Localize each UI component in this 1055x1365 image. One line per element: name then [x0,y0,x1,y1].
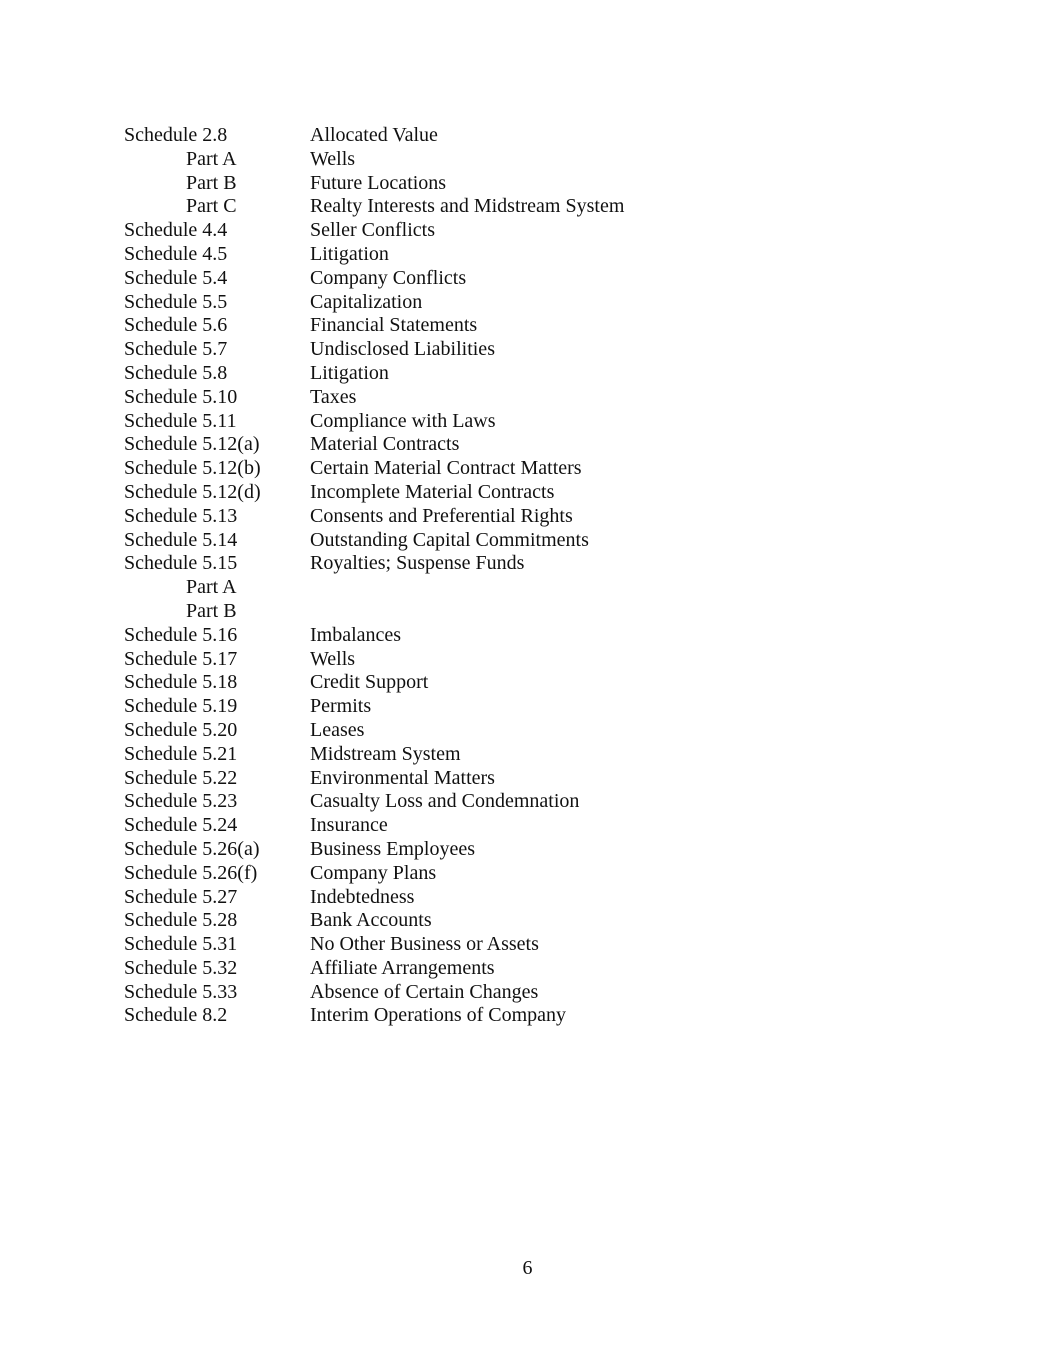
schedule-title: Compliance with Laws [310,409,496,432]
schedule-row [124,695,824,719]
schedule-number: Part A [186,147,237,170]
schedule-number: Schedule 5.28 [124,909,238,932]
schedule-title: Business Employees [310,837,475,860]
schedule-number: Part A [186,576,237,599]
schedule-number: Schedule 5.20 [124,718,238,741]
schedule-title [310,576,824,600]
schedule-number: Schedule 5.21 [124,742,238,765]
schedule-title: Bank Accounts [310,909,432,932]
schedule-row [124,433,824,457]
schedule-title: Affiliate Arrangements [310,956,495,979]
schedule-number: Schedule 5.15 [124,552,238,575]
schedule-number: Schedule 5.17 [124,647,238,670]
schedule-row [124,505,824,529]
schedule-number: Schedule 5.31 [124,933,238,956]
schedule-title: Seller Conflicts [310,219,435,242]
schedule-title: Allocated Value [310,124,438,146]
schedule-title: Taxes [310,385,357,408]
schedule-title: Casualty Loss and Condemnation [310,790,580,813]
schedule-number: Schedule 5.26(a) [124,837,260,860]
schedule-title: Absence of Certain Changes [310,980,539,1003]
schedule-title: Midstream System [310,742,461,765]
schedule-title: Litigation [310,361,389,384]
schedule-title: Litigation [310,242,389,265]
schedule-row [124,481,824,505]
schedule-row [124,1004,824,1028]
schedule-row [124,386,824,410]
schedule-number: Schedule 5.11 [124,409,237,432]
schedule-row [124,314,824,338]
schedule-number: Part C [186,195,237,218]
schedule-row [124,338,824,362]
schedule-number: Schedule 5.19 [124,695,238,718]
schedule-number: Schedule 5.18 [124,671,238,694]
schedule-row [124,814,824,838]
schedule-title: No Other Business or Assets [310,933,539,956]
schedule-title [310,600,824,624]
schedule-row [124,552,824,576]
schedule-number: Schedule 5.22 [124,766,238,789]
schedule-title: Leases [310,718,365,741]
schedule-title: Company Conflicts [310,266,467,289]
schedule-number: Schedule 5.10 [124,385,238,408]
schedule-title: Wells [310,147,356,170]
schedule-number: Schedule 5.7 [124,338,228,361]
schedule-title: Company Plans [310,861,437,884]
schedule-row [124,291,824,315]
schedule-number: Schedule 5.27 [124,885,238,908]
schedule-number: Schedule 8.2 [124,1004,228,1027]
schedule-number: Schedule 2.8 [124,124,228,146]
schedule-number: Schedule 5.12(d) [124,480,261,503]
schedule-title: Realty Interests and Midstream System [310,195,625,218]
schedule-title: Future Locations [310,171,447,194]
schedule-number: Schedule 5.5 [124,290,228,313]
schedule-row [124,243,824,267]
schedule-row [124,767,824,791]
schedule-row [124,624,824,648]
schedule-number: Schedule 5.24 [124,814,238,837]
schedule-list [124,124,824,1028]
schedule-title: Environmental Matters [310,766,495,789]
schedule-number: Part B [186,599,237,622]
schedule-row [124,719,824,743]
schedule-row [124,529,824,553]
schedule-title: Financial Statements [310,314,478,337]
schedule-row [124,862,824,886]
schedule-number: Schedule 5.32 [124,956,238,979]
schedule-title: Material Contracts [310,433,460,456]
schedule-row [124,790,824,814]
schedule-title: Permits [310,695,372,718]
schedule-row [124,838,824,862]
schedule-number: Part B [186,171,237,194]
schedule-number: Schedule 5.6 [124,314,228,337]
schedule-number: Schedule 4.4 [124,219,228,242]
schedule-title: Certain Material Contract Matters [310,457,582,480]
schedule-row [124,671,824,695]
schedule-title: Imbalances [310,623,402,646]
schedule-number: Schedule 5.4 [124,266,228,289]
schedule-part-row [124,600,824,624]
schedule-title: Incomplete Material Contracts [310,480,555,503]
page-number: 6 [522,1257,533,1279]
schedule-row [124,957,824,981]
schedule-part-row [124,195,824,219]
schedule-number: Schedule 5.23 [124,790,238,813]
schedule-row [124,267,824,291]
schedule-part-row [124,172,824,196]
schedule-number: Schedule 4.5 [124,242,228,265]
schedule-number: Schedule 5.14 [124,528,238,551]
schedule-row [124,124,824,148]
schedule-row [124,981,824,1005]
schedule-part-row [124,576,824,600]
schedule-number: Schedule 5.16 [124,623,238,646]
schedule-title: Outstanding Capital Commitments [310,528,589,551]
schedule-row [124,457,824,481]
schedule-row [124,933,824,957]
schedule-title: Royalties; Suspense Funds [310,552,525,575]
schedule-number: Schedule 5.12(b) [124,457,261,480]
schedule-title: Wells [310,647,356,670]
schedule-row [124,362,824,386]
schedule-title: Undisclosed Liabilities [310,338,495,361]
schedule-title: Consents and Preferential Rights [310,504,573,527]
schedule-number: Schedule 5.8 [124,361,228,384]
schedule-row [124,909,824,933]
schedule-number: Schedule 5.13 [124,504,238,527]
schedule-number: Schedule 5.12(a) [124,433,260,456]
schedule-row [124,648,824,672]
schedule-title: Credit Support [310,671,429,694]
schedule-row [124,743,824,767]
schedule-number: Schedule 5.26(f) [124,861,258,884]
schedule-part-row [124,148,824,172]
schedule-number: Schedule 5.33 [124,980,238,1003]
schedule-row [124,410,824,434]
schedule-row [124,219,824,243]
schedule-title: Insurance [310,814,388,837]
schedule-title: Indebtedness [310,885,415,908]
schedule-title: Interim Operations of Company [310,1004,567,1027]
schedule-row [124,886,824,910]
schedule-title: Capitalization [310,290,423,313]
